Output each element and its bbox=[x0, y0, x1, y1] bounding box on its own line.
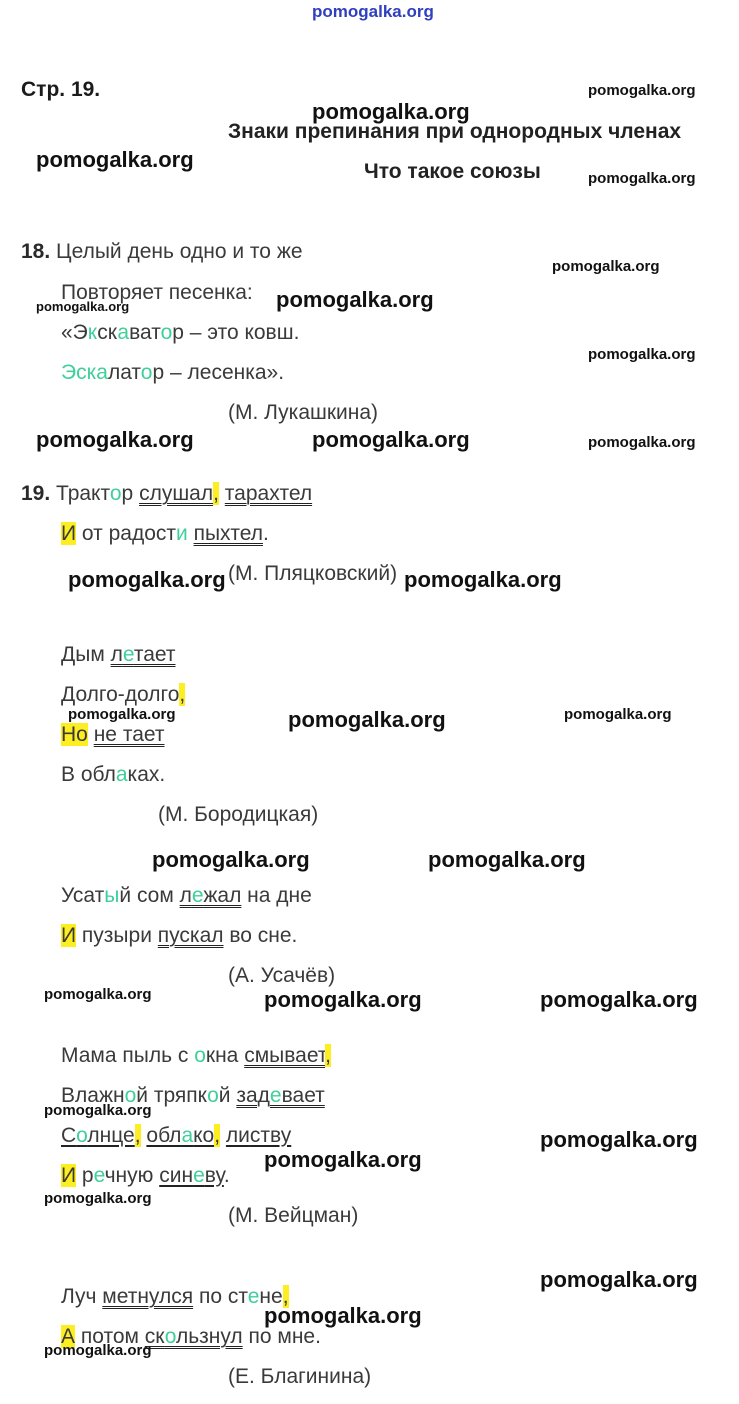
watermark: pomogalka.org bbox=[588, 434, 696, 451]
watermark: pomogalka.org bbox=[68, 706, 176, 723]
object bbox=[226, 1124, 291, 1147]
text: зад bbox=[236, 1084, 270, 1107]
text: лнце bbox=[87, 1124, 135, 1147]
text: ву bbox=[204, 1164, 224, 1187]
object bbox=[61, 1124, 135, 1147]
vowel-mark: о bbox=[160, 321, 173, 344]
conjunction-highlight: И bbox=[61, 522, 77, 545]
vowel-mark: о bbox=[124, 1084, 137, 1107]
ex19-p3-author: (А. Усачёв) bbox=[228, 964, 336, 987]
text: на дне bbox=[241, 884, 312, 907]
text: Дым bbox=[61, 643, 111, 666]
ex18-line-3 bbox=[61, 321, 299, 345]
subsection-title: Что такое союзы bbox=[364, 160, 541, 183]
vowel-mark: е bbox=[93, 1164, 105, 1187]
text: . bbox=[223, 1164, 230, 1187]
text: тает bbox=[133, 643, 176, 666]
verse-text: Целый день одно и то же bbox=[56, 240, 303, 263]
predicate bbox=[236, 1084, 324, 1107]
watermark: pomogalka.org bbox=[44, 1102, 152, 1119]
text: чную bbox=[104, 1164, 160, 1187]
vowel-mark: Эск bbox=[61, 361, 97, 384]
object bbox=[159, 1164, 224, 1187]
ex19-p1-line-2 bbox=[61, 522, 269, 546]
text: ват bbox=[129, 321, 161, 344]
watermark: pomogalka.org bbox=[564, 706, 672, 723]
comma-highlight: , bbox=[282, 1285, 289, 1308]
watermark: pomogalka.org bbox=[264, 987, 422, 1012]
conjunction-highlight: Но bbox=[61, 723, 88, 746]
vowel-mark: о bbox=[76, 1124, 88, 1147]
comma-highlight: , bbox=[214, 1124, 221, 1147]
vowel-mark: а bbox=[181, 1124, 194, 1147]
vowel-mark: е bbox=[247, 1285, 260, 1308]
ex19-p1-line-1 bbox=[21, 482, 312, 506]
text: ко bbox=[193, 1124, 215, 1147]
watermark: pomogalka.org bbox=[588, 346, 696, 363]
text: р bbox=[76, 1164, 94, 1187]
text: л bbox=[179, 884, 192, 907]
text: льзнул bbox=[175, 1325, 243, 1348]
ex19-p3-line-2 bbox=[61, 924, 297, 948]
watermark: pomogalka.org bbox=[36, 147, 194, 172]
watermark: pomogalka.org bbox=[588, 82, 696, 99]
ex19-p1-author: (М. Пляцковский) bbox=[228, 562, 398, 585]
text: жал bbox=[203, 884, 242, 907]
watermark: pomogalka.org bbox=[588, 170, 696, 187]
text: во сне. bbox=[223, 924, 298, 947]
text: Влажн bbox=[61, 1084, 125, 1107]
ex18-line-4 bbox=[61, 361, 284, 385]
watermark: pomogalka.org bbox=[36, 299, 130, 314]
ex19-p2-line-2 bbox=[61, 683, 185, 707]
conjunction-highlight: И bbox=[61, 924, 77, 947]
watermark: pomogalka.org bbox=[44, 1190, 152, 1207]
ex19-p5-line-1 bbox=[61, 1285, 289, 1309]
text: р bbox=[121, 482, 140, 505]
watermark: pomogalka.org bbox=[540, 1267, 698, 1292]
watermark: pomogalka.org bbox=[540, 1127, 698, 1152]
ex18-line-1 bbox=[21, 240, 303, 264]
ex19-p4-line-3 bbox=[61, 1124, 291, 1148]
watermark: pomogalka.org bbox=[312, 99, 470, 124]
text: н bbox=[181, 1164, 194, 1187]
predicate: метнулся bbox=[102, 1285, 194, 1308]
predicate bbox=[180, 884, 242, 907]
text: пузыри bbox=[76, 924, 158, 947]
vowel-mark: е bbox=[191, 884, 204, 907]
text: В обл bbox=[61, 763, 116, 786]
text: й bbox=[218, 1084, 237, 1107]
watermark: pomogalka.org bbox=[36, 427, 194, 452]
vowel-mark: а bbox=[115, 763, 128, 786]
watermark: pomogalka.org bbox=[312, 427, 470, 452]
ex18-number: 18. bbox=[21, 240, 51, 263]
ex18-line-2: Повторяет песенка: bbox=[61, 281, 253, 304]
page-number: Стр. 19. bbox=[21, 78, 101, 101]
watermark: pomogalka.org bbox=[288, 707, 446, 732]
text: от радост bbox=[76, 522, 177, 545]
watermark: pomogalka.org bbox=[264, 1147, 422, 1172]
comma-highlight: , bbox=[134, 1124, 141, 1147]
ex19-p2-author: (М. Бородицкая) bbox=[158, 803, 319, 826]
text: кна bbox=[205, 1044, 245, 1067]
comma-highlight: , bbox=[179, 683, 186, 706]
text: си bbox=[159, 1164, 182, 1187]
text: «Э bbox=[61, 321, 88, 344]
watermark: pomogalka.org bbox=[276, 287, 434, 312]
vowel-mark: а bbox=[117, 321, 130, 344]
vowel-mark: о bbox=[140, 361, 153, 384]
vowel-mark: о bbox=[109, 482, 122, 505]
text: ск bbox=[144, 1325, 165, 1348]
vowel-mark: а bbox=[96, 361, 108, 384]
comma-highlight: , bbox=[213, 482, 219, 505]
text: по ст bbox=[193, 1285, 248, 1308]
text: С bbox=[61, 1124, 77, 1147]
text: Луч bbox=[61, 1285, 103, 1308]
text: р – лесенка». bbox=[152, 361, 285, 384]
watermark: pomogalka.org bbox=[428, 847, 586, 872]
text: й тряпк bbox=[136, 1084, 208, 1107]
vowel-mark: е bbox=[122, 643, 134, 666]
text: . bbox=[262, 522, 269, 545]
predicate: не тает bbox=[93, 723, 165, 746]
vowel-mark: и bbox=[176, 522, 188, 545]
vowel-mark: о bbox=[194, 1044, 206, 1067]
object bbox=[146, 1124, 214, 1147]
text: по мне. bbox=[242, 1325, 321, 1348]
ex19-p3-line-1 bbox=[61, 884, 312, 908]
text: Долго-долго bbox=[61, 683, 180, 706]
text: вает bbox=[281, 1084, 325, 1107]
watermark: pomogalka.org bbox=[152, 847, 310, 872]
watermark: pomogalka.org bbox=[552, 258, 660, 275]
watermark: pomogalka.org bbox=[404, 567, 562, 592]
text: ках. bbox=[127, 763, 166, 786]
vowel-mark: о bbox=[164, 1325, 176, 1348]
predicate: пыхтел bbox=[193, 522, 263, 545]
text: лат bbox=[107, 361, 141, 384]
conjunction-highlight: А bbox=[61, 1325, 76, 1348]
ex19-p2-line-4 bbox=[61, 763, 165, 787]
vowel-mark: ы bbox=[104, 884, 120, 907]
ex19-number: 19. bbox=[21, 482, 51, 505]
text: ск bbox=[97, 321, 118, 344]
text: Мама пыль с bbox=[61, 1044, 195, 1067]
watermark: pomogalka.org bbox=[540, 987, 698, 1012]
vowel-mark: е bbox=[193, 1164, 205, 1187]
predicate: тарахтел bbox=[224, 482, 313, 505]
ex19-p4-author: (М. Вейцман) bbox=[228, 1204, 359, 1227]
watermark: pomogalka.org bbox=[68, 567, 226, 592]
text: обл bbox=[146, 1124, 182, 1147]
watermark: pomogalka.org bbox=[44, 1342, 152, 1359]
watermark: pomogalka.org bbox=[264, 1303, 422, 1328]
conjunction-highlight: И bbox=[61, 1164, 77, 1187]
predicate: смывает bbox=[244, 1044, 326, 1067]
predicate: пускал bbox=[157, 924, 224, 947]
top-site-link[interactable]: pomogalka.org bbox=[312, 2, 434, 21]
predicate bbox=[111, 643, 176, 666]
text: ству bbox=[249, 1124, 292, 1147]
vowel-mark: к bbox=[87, 321, 98, 344]
text: Усат bbox=[61, 884, 105, 907]
watermark: pomogalka.org bbox=[44, 986, 152, 1003]
ex19-p2-line-1 bbox=[61, 643, 176, 667]
text: не bbox=[259, 1285, 283, 1308]
text: р – это ковш. bbox=[172, 321, 300, 344]
text: й сом bbox=[119, 884, 180, 907]
ex19-p4-line-1 bbox=[61, 1044, 331, 1068]
predicate: слушал bbox=[139, 482, 214, 505]
text: Тракт bbox=[56, 482, 110, 505]
ex19-p5-author: (Е. Благинина) bbox=[228, 1365, 372, 1388]
ex18-author: (М. Лукашкина) bbox=[228, 401, 379, 424]
vowel-mark: о bbox=[207, 1084, 219, 1107]
comma-highlight: , bbox=[325, 1044, 331, 1067]
predicate bbox=[145, 1325, 243, 1348]
text: ли bbox=[225, 1124, 250, 1147]
text: л bbox=[110, 643, 123, 666]
vowel-mark: е bbox=[269, 1084, 282, 1107]
ex19-p2-line-3 bbox=[61, 723, 164, 747]
text: потом bbox=[75, 1325, 145, 1348]
ex19-p4-line-4 bbox=[61, 1164, 230, 1188]
section-title: Знаки препинания при однородных членах bbox=[228, 120, 682, 143]
